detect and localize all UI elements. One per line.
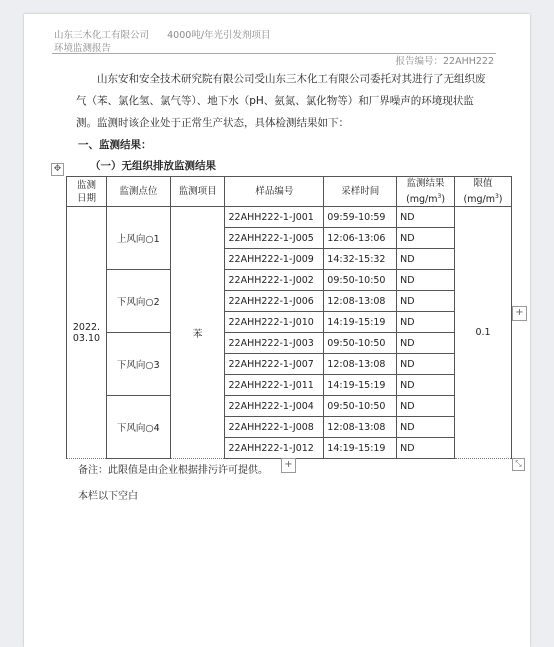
cell-sample-time: 12:08-13:08 xyxy=(324,417,397,438)
cell-sample-code: 22AHH222-1-J008 xyxy=(225,417,324,438)
table-header-row xyxy=(67,177,512,207)
cell-sample-time: 12:06-13:06 xyxy=(324,228,397,249)
cell-result: ND xyxy=(397,417,455,438)
cell-location: 下风向○2 xyxy=(106,270,170,333)
cell-result: ND xyxy=(397,396,455,417)
cell-result: ND xyxy=(397,375,455,396)
intro-paragraph: 山东安和安全技术研究院有限公司受山东三木化工有限公司委托对其进行了无组织废气（苯、氯化氢、氯气等）、地下水（pH、氨氮、氯化物等）和厂界噪声的环境现状监测。监测时该企业处于正常生产状态，具体检测结果如下： xyxy=(76,73,486,129)
header-company: 山东三木化工有限公司 4000吨/年光引发剂项目 xyxy=(54,30,271,41)
cell-limit: 0.1 xyxy=(455,207,512,459)
cell-result: ND xyxy=(397,249,455,270)
col-header-location: 监测点位 xyxy=(106,177,170,207)
add-column-button[interactable]: + xyxy=(512,306,527,321)
cell-sample-time: 09:50-10:50 xyxy=(324,396,397,417)
cell-sample-time: 14:19-15:19 xyxy=(324,375,397,396)
cell-result: ND xyxy=(397,333,455,354)
cell-sample-time: 09:59-10:59 xyxy=(324,207,397,228)
cell-sample-time: 09:50-10:50 xyxy=(324,270,397,291)
section-heading: 一、监测结果： xyxy=(78,139,152,151)
cell-sample-code: 22AHH222-1-J005 xyxy=(225,228,324,249)
cell-sample-time: 14:32-15:32 xyxy=(324,249,397,270)
cell-result: ND xyxy=(397,228,455,249)
col-header-date: 监测 日期 xyxy=(67,177,107,207)
table-move-handle[interactable]: ✥ xyxy=(51,163,64,176)
col-header-result: 监测结果 $(mg/m^3)$ xyxy=(397,177,455,207)
cell-sample-code: 22AHH222-1-J002 xyxy=(225,270,324,291)
monitoring-table xyxy=(66,176,512,459)
cell-sample-code: 22AHH222-1-J004 xyxy=(225,396,324,417)
cell-sample-code: 22AHH222-1-J011 xyxy=(225,375,324,396)
subsection-heading: （一）无组织排放监测结果 xyxy=(90,160,216,172)
cell-sample-code: 22AHH222-1-J010 xyxy=(225,312,324,333)
header-rule xyxy=(52,53,496,54)
blank-below-note: 本栏以下空白 xyxy=(78,491,138,502)
footnote: 备注：此限值是由企业根据排污许可提供。 xyxy=(78,465,268,476)
header-report-number: 报告编号：22AHH222 xyxy=(395,56,494,67)
cell-result: ND xyxy=(397,291,455,312)
cell-result: ND xyxy=(397,354,455,375)
cell-sample-code: 22AHH222-1-J006 xyxy=(225,291,324,312)
table-row xyxy=(67,333,512,354)
table-row xyxy=(67,396,512,417)
cell-sample-code: 22AHH222-1-J001 xyxy=(225,207,324,228)
cell-result: ND xyxy=(397,312,455,333)
cell-item: 苯 xyxy=(170,207,225,459)
cell-result: ND xyxy=(397,270,455,291)
cell-sample-time: 09:50-10:50 xyxy=(324,333,397,354)
cell-result: ND xyxy=(397,207,455,228)
cell-date: 2022. 03.10 xyxy=(67,207,107,459)
cell-location: 下风向○3 xyxy=(106,333,170,396)
cell-location: 上风向○1 xyxy=(106,207,170,270)
cell-location: 下风向○4 xyxy=(106,396,170,459)
col-header-item: 监测项目 xyxy=(170,177,225,207)
table-resize-handle[interactable]: ⤡ xyxy=(512,458,525,471)
table-row xyxy=(67,207,512,228)
cell-result: ND xyxy=(397,438,455,459)
cell-sample-time: 14:19-15:19 xyxy=(324,438,397,459)
col-header-limit: 限值 $(mg/m^3)$ xyxy=(455,177,512,207)
cell-sample-time: 12:08-13:08 xyxy=(324,291,397,312)
add-row-button[interactable]: + xyxy=(281,458,296,473)
cell-sample-code: 22AHH222-1-J012 xyxy=(225,438,324,459)
cell-sample-code: 22AHH222-1-J003 xyxy=(225,333,324,354)
cell-sample-code: 22AHH222-1-J009 xyxy=(225,249,324,270)
header-report-type: 环境监测报告 xyxy=(54,43,112,54)
table-row xyxy=(67,270,512,291)
cell-sample-time: 12:08-13:08 xyxy=(324,354,397,375)
cell-sample-code: 22AHH222-1-J007 xyxy=(225,354,324,375)
col-header-sample-time: 采样时间 xyxy=(324,177,397,207)
col-header-sample-code: 样品编号 xyxy=(225,177,324,207)
cell-sample-time: 14:19-15:19 xyxy=(324,312,397,333)
